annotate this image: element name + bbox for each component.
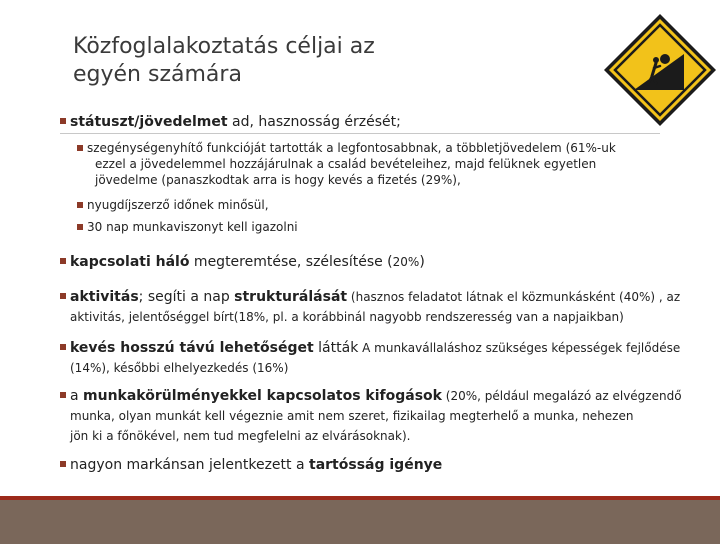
bold-text: strukturálását [234, 289, 348, 305]
text: A munkavállaláshoz szükséges képességek fejlődése [358, 341, 681, 355]
text: jön ki a főnökével, nem tud megfelelni az elvárásoknak). [70, 429, 411, 443]
text: nagyon markánsan jelentkezett a [70, 457, 310, 473]
bullet-working-conditions [60, 386, 700, 446]
text: ; segíti a nap [138, 289, 235, 305]
bullet-network [60, 254, 700, 270]
footer-bar [0, 496, 720, 544]
divider [60, 133, 660, 134]
falling-rocks-warning-sign-icon [600, 10, 720, 130]
text: jövedelme (panaszkodtak arra is hogy kevés a fizetés (29%), [95, 173, 461, 187]
slide-title [73, 33, 375, 89]
bullet-icon [60, 344, 66, 350]
bullet-icon [60, 293, 66, 299]
slide-title-line-2: egyén számára [73, 62, 242, 87]
text: a [70, 388, 84, 404]
bullet-icon [60, 392, 66, 398]
text: ) [419, 254, 425, 270]
subbullet-30-days [77, 220, 717, 234]
text: aktivitás, jelentőséggel bírt(18%, pl. a korábbinál nagyobb rendszeresség van a napjaikban) [70, 310, 624, 324]
text: megteremtése, szélesítése ( [189, 254, 393, 270]
bold-text: kevés hosszú távú lehetőséget [70, 340, 314, 356]
text: 20% [392, 255, 420, 269]
bullet-icon [77, 224, 83, 230]
text: ad, hasznosság érzését; [227, 114, 401, 130]
text: látták [313, 340, 359, 356]
bold-text: kapcsolati háló [70, 254, 190, 270]
bullet-status-income [60, 114, 700, 130]
bold-text: tartósság igénye [309, 457, 443, 473]
text: (14%), későbbi elhelyezkedés (16%) [70, 361, 289, 375]
bullet-long-term [60, 338, 700, 378]
bullet-permanence [60, 457, 700, 473]
text: szegénységenyhítő funkcióját tartották a legfontosabbnak, a többletjövedelem (61%-uk [87, 141, 616, 155]
bold-text: munkakörülményekkel kapcsolatos kifogások [83, 388, 442, 404]
bullet-icon [77, 145, 83, 151]
bold-text: státuszt/jövedelmet [70, 114, 228, 130]
subbullet-poverty-relief [77, 140, 717, 188]
text: (hasznos feladatot látnak el közmunkásként (40%) , az [347, 290, 681, 304]
slide-title-line-1: Közfoglalakoztatás céljai az [73, 34, 375, 59]
text: 30 nap munkaviszonyt kell igazolni [87, 220, 298, 234]
text: (20%, például megalázó az elvégzendő [441, 389, 682, 403]
text: munka, olyan munkát kell végeznie amit nem szeret, fizikailag megterhelő a munka, nehezen [70, 409, 634, 423]
subbullet-pension [77, 198, 717, 212]
text: nyugdíjszerző időnek minősül, [87, 198, 269, 212]
bullet-icon [60, 118, 66, 124]
bullet-icon [60, 258, 66, 264]
bullet-activity [60, 287, 700, 327]
bullet-icon [77, 202, 83, 208]
bold-text: aktivitás [70, 289, 139, 305]
text: ezzel a jövedelemmel hozzájárulnak a család bevételeihez, majd felüknek egyetlen [95, 157, 597, 171]
bullet-icon [60, 461, 66, 467]
